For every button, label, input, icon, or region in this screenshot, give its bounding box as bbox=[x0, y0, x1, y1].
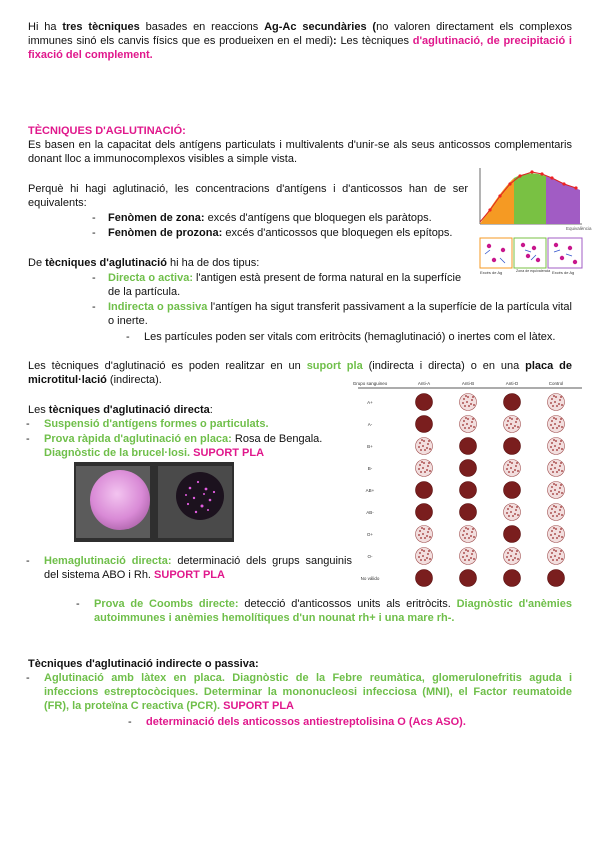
latex-label: Aglutinació amb làtex en placa. bbox=[44, 672, 225, 684]
blood-row-label: AB+ bbox=[365, 488, 375, 493]
agglutinated-well bbox=[416, 416, 433, 433]
blood-row-label: A- bbox=[367, 422, 373, 427]
directa-title-text: : bbox=[209, 404, 213, 416]
blood-col-header: Anti-D bbox=[505, 381, 519, 386]
agglutinated-well bbox=[460, 438, 477, 455]
non-agglutinated-well bbox=[548, 394, 565, 411]
blood-col-header: Anti-B bbox=[461, 381, 475, 386]
suport-pla-tag: SUPORT PLA bbox=[190, 447, 265, 459]
bullet-dash: - bbox=[92, 227, 96, 239]
suport-pla-label: suport pla bbox=[306, 360, 363, 372]
prozona-text: excés d'anticossos que bloquegen els epítops. bbox=[222, 227, 453, 239]
non-agglutinated-well bbox=[548, 460, 565, 477]
agglutinated-well bbox=[416, 570, 433, 587]
non-agglutinated-well bbox=[416, 526, 433, 543]
tipus-line bbox=[28, 256, 259, 270]
directa-title bbox=[28, 403, 213, 417]
non-agglutinated-well bbox=[548, 416, 565, 433]
suport-pla-tag: SUPORT PLA bbox=[151, 569, 225, 581]
tipus-text: De bbox=[28, 257, 46, 269]
non-agglutinated-well bbox=[504, 504, 521, 521]
directa-item-3 bbox=[44, 554, 352, 582]
non-agglutinated-well bbox=[460, 548, 477, 565]
latex-item bbox=[44, 671, 572, 713]
non-agglutinated-well bbox=[460, 526, 477, 543]
suport-pla-tag: SUPORT PLA bbox=[220, 700, 294, 712]
bullet-dash: - bbox=[26, 672, 30, 684]
tipus-bold: tècniques d'aglutinació bbox=[45, 257, 167, 269]
non-agglutinated-well bbox=[548, 526, 565, 543]
agglutinated-well bbox=[460, 504, 477, 521]
directa-title-text: Les bbox=[28, 404, 49, 416]
hemaglut-label: Hemaglutinació directa: bbox=[44, 555, 172, 567]
coombs-text: detecció d'anticossos units als eritròcits. bbox=[238, 598, 451, 610]
section-heading: TÈCNIQUES D'AGLUTINACIÓ: bbox=[28, 125, 186, 137]
non-agglutinated-well bbox=[504, 416, 521, 433]
non-agglutinated-well bbox=[416, 548, 433, 565]
hemaglut-text: determinació dels grups sanguinis del sistema ABO i Rh. bbox=[44, 555, 352, 581]
agglutinated-well bbox=[504, 482, 521, 499]
intro-text: basades en reaccions bbox=[139, 21, 265, 33]
blood-col-header: Control bbox=[548, 381, 564, 386]
agglutinated-well bbox=[504, 438, 521, 455]
blood-row-label: AB- bbox=[366, 510, 374, 515]
bullet-dash: - bbox=[92, 212, 96, 224]
rosa-label: Prova ràpida d'aglutinació en placa: bbox=[44, 433, 232, 445]
intro-paragraph bbox=[28, 20, 572, 62]
aso-item: determinació dels anticossos antiestreptolisina O (Acs ASO). bbox=[146, 716, 466, 728]
blood-col-header: Anti-A bbox=[417, 381, 431, 386]
agglutinated-well bbox=[548, 570, 565, 587]
zone-curve-chart bbox=[476, 160, 592, 280]
zone-label-right: Excés de Ag bbox=[552, 270, 575, 275]
bullet-dash: - bbox=[26, 433, 30, 445]
directa-title-bold: tècniques d'aglutinació directa bbox=[48, 404, 210, 416]
indirecta-title: Tècniques d'aglutinació indirecte o passiva: bbox=[28, 658, 259, 670]
intro-bold: : bbox=[333, 35, 337, 47]
non-agglutinated-well bbox=[416, 438, 433, 455]
bullet-dash: - bbox=[92, 272, 96, 284]
rosa-text: Rosa de Bengala. bbox=[231, 433, 323, 445]
aglut-para2: Perquè hi hagi aglutinació, les concentracions d'antígens i d'anticossos han de ser equivalents: bbox=[28, 183, 468, 209]
agglutinated-well bbox=[504, 526, 521, 543]
blood-row-label: A+ bbox=[367, 400, 373, 405]
non-agglutinated-well bbox=[504, 548, 521, 565]
non-agglutinated-well bbox=[460, 416, 477, 433]
agglutinated-well bbox=[416, 504, 433, 521]
coombs-item bbox=[94, 597, 572, 625]
agglutinated-well bbox=[460, 482, 477, 499]
directa-item bbox=[108, 271, 473, 299]
aglut-para1: Es basen en la capacitat dels antígens particulats i multivalents d'unir-se als seus anticossos complementaris donant lloc a immunocomplexos visibles a simple vista. bbox=[28, 139, 572, 165]
tipus-text: hi ha de dos tipus: bbox=[166, 257, 260, 269]
equivalence-area bbox=[514, 173, 546, 224]
intro-text: no valoren directament els complexos immunes sinó els canvis físics que es produeixen en el medi) bbox=[28, 21, 572, 47]
intro-bold: Ag-Ac secundàries ( bbox=[264, 21, 377, 33]
indirecta-item bbox=[108, 300, 572, 328]
non-agglutinated-well bbox=[416, 460, 433, 477]
latex-diag: Diagnòstic de la Febre reumàtica, glomerulonefritis aguda i infeccions estreptocòciques. Determinar la mononucleosi infecciosa (MNI), el Factor reumatoide (FR), la proteïna C reactiva (PCR). bbox=[44, 672, 573, 712]
non-agglutinated-well bbox=[548, 438, 565, 455]
agglutinated-well bbox=[416, 394, 433, 411]
coombs-label: Prova de Coombs directe: bbox=[94, 598, 239, 610]
zone-figure bbox=[476, 160, 592, 280]
bullet-dash: - bbox=[92, 301, 96, 313]
blood-group-figure bbox=[352, 376, 582, 584]
indirecta-label: Indirecta o passiva bbox=[108, 301, 208, 313]
directa-text: l'antigen està present de forma natural en la superfície de la partícula. bbox=[108, 272, 462, 298]
suport-text: (indirecta). bbox=[106, 374, 162, 386]
blood-row-label: No válido bbox=[360, 576, 380, 581]
bullet-dash: - bbox=[128, 716, 132, 728]
bullet-dash: - bbox=[126, 331, 130, 343]
suport-text: (indirecta i directa) o en una bbox=[362, 360, 526, 372]
bullet-dash: - bbox=[26, 418, 30, 430]
non-agglutinated-well bbox=[460, 394, 477, 411]
blood-row-label: O- bbox=[367, 554, 373, 559]
non-agglutinated-well bbox=[548, 504, 565, 521]
intro-bold: tres tècniques bbox=[62, 21, 140, 33]
directa-item-2 bbox=[44, 432, 356, 460]
zona-label: Fenòmen de zona: bbox=[108, 212, 205, 224]
brucel-label: Diagnòstic de la brucel·losi. bbox=[44, 447, 191, 459]
zona-text: excés d'antígens que bloquegen els paràtops. bbox=[204, 212, 432, 224]
intro-text: Hi ha bbox=[28, 21, 63, 33]
coombs-diag: Diagnòstic d'anèmies autoimmunes i anèmies hemolítiques d'un nounat rh+ i una mare rh-. bbox=[94, 598, 572, 624]
blood-group-table bbox=[352, 376, 582, 584]
non-agglutinated-well bbox=[504, 460, 521, 477]
blood-row-label: B- bbox=[367, 466, 373, 471]
intro-text: Les tècniques bbox=[336, 35, 413, 47]
placa-label: placa de microtitul·lació bbox=[28, 360, 573, 386]
zone-label-mid: Zona de equivalencia bbox=[516, 269, 551, 273]
suport-text: Les tècniques d'aglutinació es poden realitzar en un bbox=[28, 360, 307, 372]
prozona-label: Fenòmen de prozona: bbox=[108, 227, 223, 239]
directa-label: Directa o activa: bbox=[108, 272, 193, 284]
blood-col-header: Grupo sanguineo bbox=[352, 381, 388, 386]
rose-bengal-photo bbox=[74, 462, 234, 542]
agglutinated-well bbox=[460, 570, 477, 587]
non-agglutinated-well bbox=[548, 548, 565, 565]
bullet-dash: - bbox=[76, 598, 80, 610]
zone-label-left: Excés de Ag bbox=[480, 270, 503, 275]
indirecta-text: l'antígen ha sigut transferit passivament a la superfície de la partícula vital o inerte. bbox=[108, 301, 572, 327]
particules-item: Les partícules poden ser vitals com eritròcits (hemaglutinació) o inertes com el làtex. bbox=[144, 331, 556, 343]
bullet-dash: - bbox=[26, 555, 30, 567]
blood-row-label: B+ bbox=[367, 444, 373, 449]
agglutinated-well bbox=[416, 482, 433, 499]
agglutinated-well bbox=[460, 460, 477, 477]
zone-x-label: Equivalència bbox=[566, 226, 592, 231]
intro-highlight: d'aglutinació, de precipitació i fixació del complement. bbox=[28, 35, 572, 61]
rose-bengal-image bbox=[74, 462, 234, 542]
zona-item bbox=[108, 211, 468, 225]
blood-row-label: O+ bbox=[366, 532, 374, 537]
agglutinated-well bbox=[504, 394, 521, 411]
non-agglutinated-well bbox=[548, 482, 565, 499]
agglutinated-well bbox=[504, 570, 521, 587]
directa-item-1: Suspensió d'antígens formes o particulats. bbox=[44, 418, 269, 430]
prozona-item bbox=[108, 226, 468, 240]
